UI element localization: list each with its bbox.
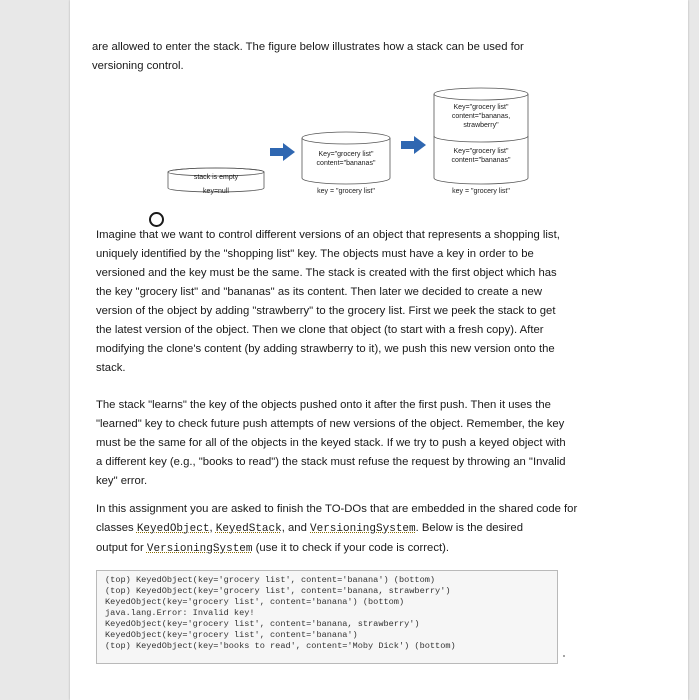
para1-line: Imagine that we want to control different versions of an object that represents a shopping list,	[96, 229, 560, 241]
paragraph-learns	[96, 396, 601, 491]
two-item-stack-shape	[432, 86, 530, 186]
output-line: KeyedObject(key='grocery list', content='banana')	[105, 630, 358, 640]
output-line: java.lang.Error: Invalid key!	[105, 608, 255, 618]
document-page	[70, 0, 688, 700]
arrow-right-icon	[270, 143, 296, 161]
para1-line: versioned and the key must be the same. The stack is created with the first object which has	[96, 267, 557, 279]
stack3-top-content: content="bananas,	[451, 113, 511, 120]
stack2-key: Key="grocery list"	[318, 151, 374, 158]
intro-line-1: are allowed to enter the stack. The figure below illustrates how a stack can be used for	[92, 41, 524, 53]
output-line: (top) KeyedObject(key='grocery list', content='banana') (bottom)	[105, 575, 436, 585]
para3-text: ,	[209, 522, 216, 534]
class-name-keyedobject: KeyedObject	[136, 523, 210, 535]
para1-line: modifying the clone's content (by adding strawberry to it), we push this new version onto the	[96, 343, 555, 355]
para2-line: The stack "learns" the key of the objects pushed onto it after the first push. Then it uses the	[96, 399, 551, 411]
paragraph-imagine	[96, 226, 601, 378]
para1-line: version of the object by adding "strawberry" to the grocery list. First we peek the stack to get	[96, 305, 556, 317]
para2-line: must be the same for all of the objects in the keyed stack. If we try to push a keyed object with	[96, 437, 566, 449]
empty-stack-key: key=null	[203, 188, 229, 195]
stack3-bottom-content: content="bananas"	[451, 157, 511, 164]
stack2-content: content="bananas"	[316, 160, 376, 167]
stack3-key-label: key = "grocery list"	[452, 188, 510, 195]
para3-text: (use it to check if your code is correct).	[252, 542, 450, 554]
para2-line: "learned" key to check future push attempts of new versions of the object. Remember, the key	[96, 418, 565, 430]
para3-text: output for	[96, 542, 147, 554]
arrow-right-icon	[401, 136, 427, 154]
para3-text: . Below is the desired	[415, 522, 524, 534]
para3-text: , and	[281, 522, 310, 534]
class-name-keyedstack: KeyedStack	[215, 523, 282, 535]
para1-line: stack.	[96, 362, 126, 374]
circle-bullet-icon	[149, 212, 164, 227]
stray-dot	[563, 655, 565, 657]
output-line: KeyedObject(key='grocery list', content='banana, strawberry')	[105, 619, 420, 629]
output-line: (top) KeyedObject(key='books to read', content='Moby Dick') (bottom)	[105, 641, 456, 651]
para1-line: uniquely identified by the "shopping list" key. The objects must have a key in order to be	[96, 248, 534, 260]
stack3-top-key: Key="grocery list"	[453, 104, 509, 111]
para1-line: the latest version of the object. Then we clone that object (to start with a fresh copy). After	[96, 324, 544, 336]
para2-line: a different key (e.g., "books to read") the stack must refuse the request by throwing an "Invalid	[96, 456, 566, 468]
empty-stack-label: stack is empty	[193, 174, 239, 181]
stack3-bottom-key: Key="grocery list"	[453, 148, 509, 155]
stack2-key-label: key = "grocery list"	[317, 188, 375, 195]
para3-line: In this assignment you are asked to finish the TO-DOs that are embedded in the shared code for	[96, 503, 578, 515]
output-line: (top) KeyedObject(key='grocery list', content='banana, strawberry')	[105, 586, 451, 596]
output-line: KeyedObject(key='grocery list', content='banana') (bottom)	[105, 597, 405, 607]
class-name-versioningsystem: VersioningSystem	[146, 543, 253, 555]
para2-line: key" error.	[96, 475, 148, 487]
output-code-block	[96, 570, 558, 664]
class-name-versioningsystem: VersioningSystem	[310, 523, 416, 535]
intro-line-2: versioning control.	[92, 60, 184, 72]
paragraph-assignment	[96, 500, 606, 559]
para3-text: classes	[96, 522, 137, 534]
stack3-top-content-2: strawberry"	[463, 122, 499, 129]
para1-line: the key "grocery list" and "bananas" as its content. Then later we decided to create a new	[96, 286, 542, 298]
intro-text	[92, 38, 572, 76]
